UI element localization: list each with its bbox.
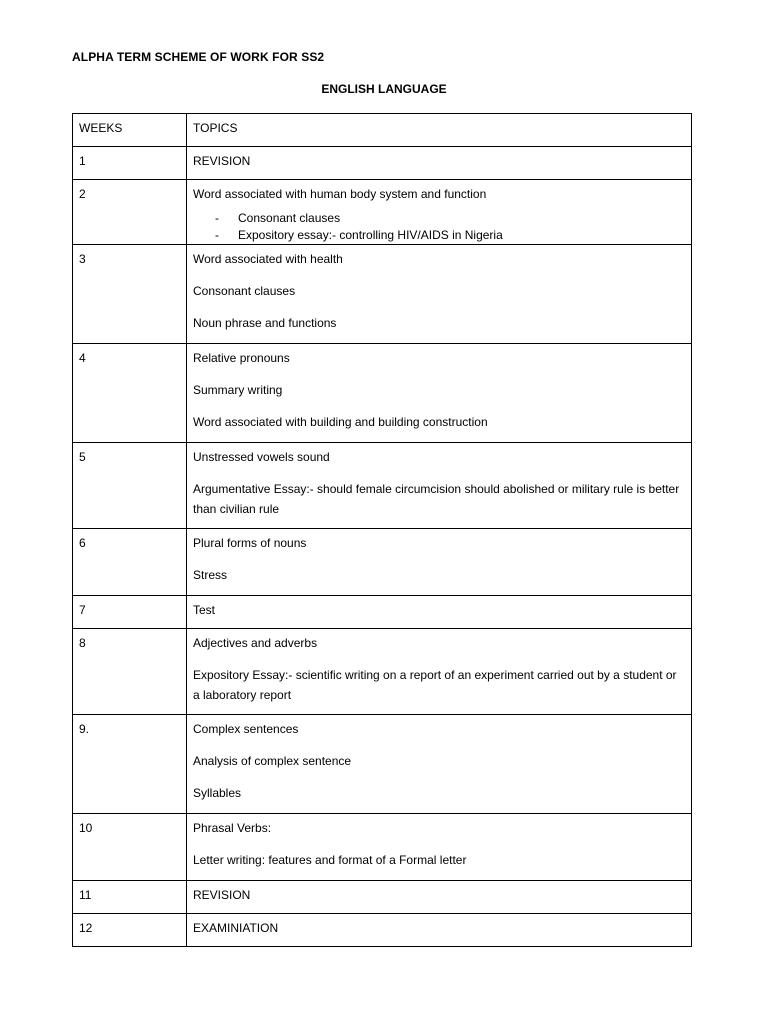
- document-subject: ENGLISH LANGUAGE: [321, 82, 447, 96]
- topics-cell: [187, 715, 692, 814]
- topic-item: Plural forms of nouns: [193, 536, 307, 550]
- topic-item: EXAMINIATION: [193, 921, 279, 935]
- topic-item: REVISION: [193, 154, 251, 168]
- topic-item: Summary writing: [193, 383, 283, 397]
- topics-cell: [187, 245, 692, 344]
- topics-header: TOPICS: [187, 114, 692, 147]
- week-number: 11: [73, 881, 187, 914]
- table-row: [73, 814, 692, 881]
- topic-item: Phrasal Verbs:: [193, 821, 272, 835]
- topic-item: Noun phrase and functions: [193, 316, 337, 330]
- topic-item: REVISION: [193, 888, 251, 902]
- bullet-text: Consonant clauses: [238, 211, 341, 225]
- scheme-of-work-table: [72, 113, 692, 947]
- table-row: [73, 596, 692, 629]
- table-row: [73, 344, 692, 443]
- week-number: 12: [73, 914, 187, 947]
- weeks-header: WEEKS: [73, 114, 187, 147]
- week-number: 10: [73, 814, 187, 881]
- week-number: 3: [73, 245, 187, 344]
- topic-item: Analysis of complex sentence: [193, 754, 352, 768]
- topics-cell: [187, 914, 692, 947]
- table-row: [73, 529, 692, 596]
- week-number: 6: [73, 529, 187, 596]
- topics-cell: [187, 344, 692, 443]
- table-row: [73, 443, 692, 529]
- topic-item: Stress: [193, 568, 228, 582]
- topics-cell: [187, 629, 692, 715]
- topic-item: Letter writing: features and format of a Formal letter: [193, 853, 467, 867]
- table-row: [73, 881, 692, 914]
- topic-item: Relative pronouns: [193, 351, 290, 365]
- bullet-item: [193, 210, 685, 227]
- week-number: 2: [73, 180, 187, 245]
- topic-item: Word associated with building and building construction: [193, 415, 488, 429]
- topic-bullet-list: [193, 210, 685, 244]
- topic-item: Test: [193, 603, 216, 617]
- topic-item: Adjectives and adverbs: [193, 636, 318, 650]
- week-number: 4: [73, 344, 187, 443]
- topic-item: Complex sentences: [193, 722, 299, 736]
- topic-item: Argumentative Essay:- should female circumcision should abolished or military rule is better than civilian rule: [193, 482, 680, 516]
- week-number: 1: [73, 147, 187, 180]
- table-row: [73, 715, 692, 814]
- topics-cell: [187, 443, 692, 529]
- topics-cell: [187, 147, 692, 180]
- bullet-dash: -: [215, 228, 219, 242]
- bullet-text: Expository essay:- controlling HIV/AIDS in Nigeria: [238, 228, 503, 242]
- topics-cell: [187, 881, 692, 914]
- topics-cell: [187, 596, 692, 629]
- bullet-dash: -: [215, 211, 219, 225]
- week-number: 8: [73, 629, 187, 715]
- table-row: [73, 245, 692, 344]
- topics-cell: [187, 814, 692, 881]
- table-row: [73, 147, 692, 180]
- document-title: ALPHA TERM SCHEME OF WORK FOR SS2: [72, 50, 325, 64]
- topic-item: Unstressed vowels sound: [193, 450, 330, 464]
- topic-item: Word associated with human body system and function: [193, 187, 487, 201]
- topic-item: Expository Essay:- scientific writing on a report of an experiment carried out by a student or a laboratory report: [193, 668, 677, 702]
- table-header-row: [73, 114, 692, 147]
- week-number: 9.: [73, 715, 187, 814]
- week-number: 5: [73, 443, 187, 529]
- topics-cell: [187, 529, 692, 596]
- table-row: [73, 629, 692, 715]
- topic-item: Word associated with health: [193, 252, 343, 266]
- topic-item: Syllables: [193, 786, 242, 800]
- table-row: [73, 180, 692, 245]
- week-number: 7: [73, 596, 187, 629]
- table-row: [73, 914, 692, 947]
- topics-cell: [187, 180, 692, 245]
- bullet-item: [193, 227, 685, 244]
- topic-item: Consonant clauses: [193, 284, 296, 298]
